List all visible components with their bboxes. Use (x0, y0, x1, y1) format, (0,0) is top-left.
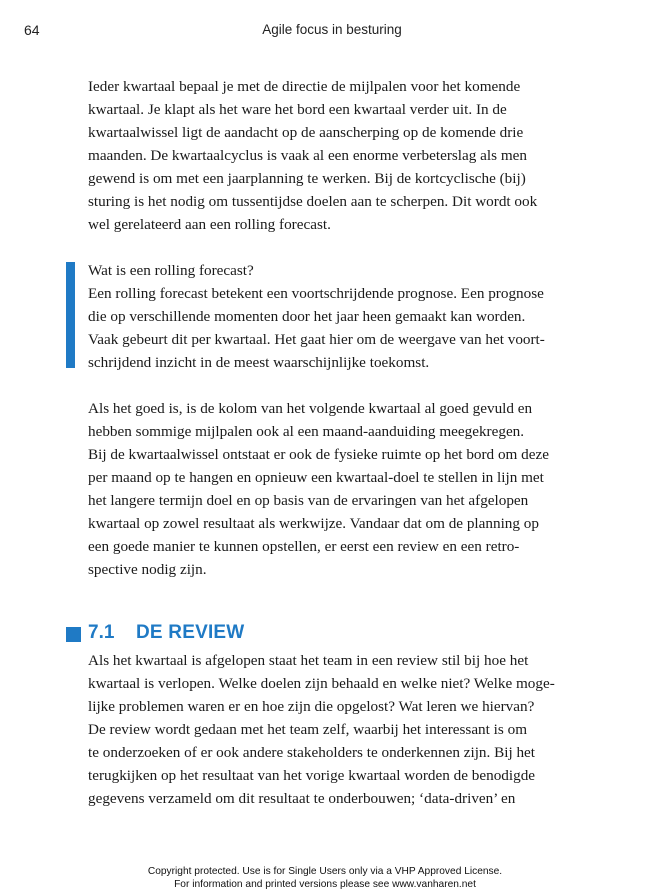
text-line: kwartaal is verlopen. Welke doelen zijn behaald en welke niet? Welke moge- (88, 675, 555, 692)
text-line: kwartaalwissel ligt de aandacht op de aanscherping op de komende drie (88, 124, 524, 141)
callout-bar (66, 262, 75, 368)
text-line: per maand op te hangen en opnieuw een kwartaal-doel te stellen in lijn met (88, 469, 544, 486)
page-number: 64 (24, 22, 40, 38)
callout-title: Wat is een rolling forecast? (88, 262, 254, 279)
text-line: Een rolling forecast betekent een voortschrijdende prognose. Een prognose (88, 285, 544, 302)
text-line: Als het kwartaal is afgelopen staat het team in een review stil bij hoe het (88, 652, 529, 669)
text-line: kwartaal op zowel resultaat als werkwijze. Vandaar dat om de planning op (88, 515, 539, 532)
text-line: De review wordt gedaan met het team zelf, waarbij het interessant is om (88, 721, 528, 738)
section-title: DE REVIEW (136, 622, 245, 643)
text-line: lijke problemen waren er en hoe zijn die opgelost? Wat leren we hiervan? (88, 698, 535, 715)
text-line: gewend is om met een jaarplanning te werken. Bij de kortcyclische (bij) (88, 170, 526, 187)
text-line: hebben sommige mijlpalen ook al een maand-aanduiding meegekregen. (88, 423, 525, 440)
text-line: gegevens verzameld om dit resultaat te onderbouwen; ‘data-driven’ en (88, 790, 516, 807)
section-number: 7.1 (88, 622, 115, 643)
copyright-footer-line-2: For information and printed versions please see www.vanharen.net (174, 879, 476, 890)
text-line: kwartaal. Je klapt als het ware het bord een kwartaal verder uit. In de (88, 101, 507, 118)
running-header: Agile focus in besturing (262, 22, 402, 37)
text-line: Vaak gebeurt dit per kwartaal. Het gaat hier om de weergave van het voort- (88, 331, 545, 348)
text-line: terugkijken op het resultaat van het vorige kwartaal worden de benodigde (88, 767, 536, 784)
text-line: maanden. De kwartaalcyclus is vaak al een enorme verbeterslag als men (88, 147, 527, 164)
section-marker-icon (66, 627, 81, 642)
text-line: wel gerelateerd aan een rolling forecast. (88, 216, 331, 233)
text-line: Bij de kwartaalwissel ontstaat er ook de fysieke ruimte op het bord om deze (88, 446, 549, 463)
text-line: het langere termijn doel en op basis van de ervaringen van het afgelopen (88, 492, 529, 509)
text-line: Ieder kwartaal bepaal je met de directie de mijlpalen voor het komende (88, 78, 521, 95)
text-line: schrijdend inzicht in de meest waarschijnlijke toekomst. (88, 354, 430, 371)
text-line: spective nodig zijn. (88, 561, 207, 578)
text-line: te onderzoeken of er ook andere stakeholders te onderkennen zijn. Bij het (88, 744, 536, 761)
text-line: die op verschillende momenten door het jaar heen gemaakt kan worden. (88, 308, 526, 325)
text-line: een goede manier te kunnen opstellen, er eerst een review en een retro- (88, 538, 520, 555)
text-line: Als het goed is, is de kolom van het volgende kwartaal al goed gevuld en (88, 400, 533, 417)
copyright-footer-line-1: Copyright protected. Use is for Single Users only via a VHP Approved License. (147, 866, 503, 877)
text-line: sturing is het nodig om tussentijdse doelen aan te scherpen. Dit wordt ook (88, 193, 538, 210)
